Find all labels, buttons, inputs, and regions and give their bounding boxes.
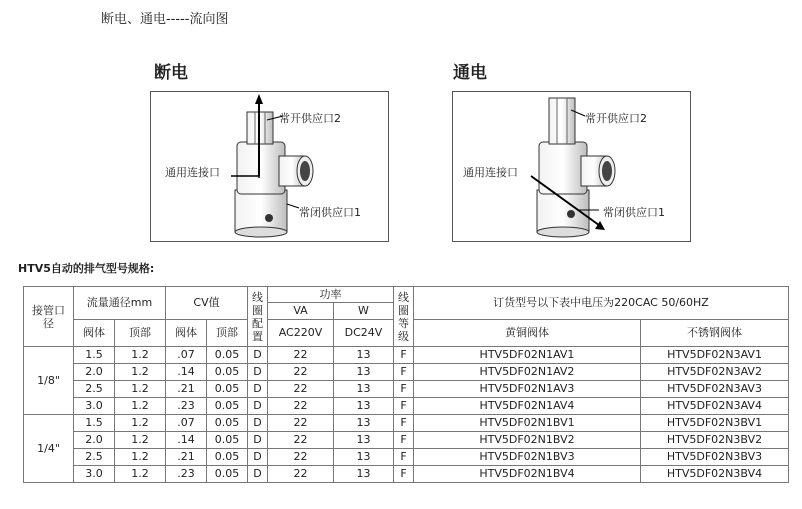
table-cell: .07 — [166, 347, 207, 364]
header-coil-grade: 线圈等级 — [394, 287, 414, 347]
table-cell: HTV5DF02N1AV3 — [414, 381, 641, 398]
table-cell: 1.2 — [115, 398, 166, 415]
table-cell: 0.05 — [207, 398, 248, 415]
table-cell: HTV5DF02N3BV3 — [641, 449, 789, 466]
off-bottom-port-label: 常闭供应口1 — [299, 206, 361, 219]
table-cell: D — [248, 398, 268, 415]
table-cell: HTV5DF02N1BV2 — [414, 432, 641, 449]
table-cell: HTV5DF02N3BV1 — [641, 415, 789, 432]
table-row — [24, 398, 789, 415]
table-cell: HTV5DF02N3BV2 — [641, 432, 789, 449]
table-cell: F — [394, 449, 414, 466]
on-top-port-label: 常开供应口2 — [585, 112, 647, 125]
table-row — [24, 449, 789, 466]
table-cell: D — [248, 432, 268, 449]
table-cell: 1.2 — [115, 415, 166, 432]
header-flow-diameter: 流量通径mm — [74, 287, 166, 320]
header-w: W — [334, 303, 394, 320]
table-cell: D — [248, 381, 268, 398]
header-cv: CV值 — [166, 287, 248, 320]
diagram-on-title: 通电 — [453, 63, 487, 83]
table-cell: 22 — [268, 381, 334, 398]
table-cell: 0.05 — [207, 449, 248, 466]
table-cell: 0.05 — [207, 466, 248, 483]
table-cell: .21 — [166, 449, 207, 466]
table-cell: 1.5 — [74, 415, 115, 432]
table-row — [24, 466, 789, 483]
header-flow-body: 阀体 — [74, 320, 115, 347]
table-cell: .14 — [166, 432, 207, 449]
header-power: 功率 — [268, 287, 394, 303]
header-cv-body: 阀体 — [166, 320, 207, 347]
table-cell: F — [394, 364, 414, 381]
table-cell: F — [394, 398, 414, 415]
pipe-size-cell: 1/4" — [24, 415, 74, 483]
table-cell: F — [394, 466, 414, 483]
valve-diagram-on — [452, 91, 691, 242]
table-cell: 22 — [268, 347, 334, 364]
spec-title: HTV5自动的排气型号规格: — [18, 262, 155, 275]
table-cell: HTV5DF02N1AV1 — [414, 347, 641, 364]
header-dc24v: DC24V — [334, 320, 394, 347]
table-cell: HTV5DF02N3BV4 — [641, 466, 789, 483]
page-title: 断电、通电-----流向图 — [101, 12, 229, 27]
table-cell: 1.2 — [115, 449, 166, 466]
table-cell: 13 — [334, 432, 394, 449]
table-cell: 13 — [334, 415, 394, 432]
table-row — [24, 364, 789, 381]
table-cell: 13 — [334, 364, 394, 381]
table-cell: HTV5DF02N1BV1 — [414, 415, 641, 432]
table-row — [24, 415, 789, 432]
table-cell: 1.2 — [115, 347, 166, 364]
table-cell: D — [248, 364, 268, 381]
table-cell: 22 — [268, 449, 334, 466]
table-cell: F — [394, 432, 414, 449]
table-cell: 1.5 — [74, 347, 115, 364]
header-va: VA — [268, 303, 334, 320]
header-order-note: 订货型号以下表中电压为220CAC 50/60HZ — [414, 287, 789, 320]
valve-diagram-off — [150, 91, 389, 242]
on-common-port-label: 通用连接口 — [463, 166, 518, 179]
table-cell: HTV5DF02N3AV1 — [641, 347, 789, 364]
table-cell: .21 — [166, 381, 207, 398]
header-cv-top: 顶部 — [207, 320, 248, 347]
table-cell: 0.05 — [207, 415, 248, 432]
table-cell: F — [394, 415, 414, 432]
table-cell: .23 — [166, 466, 207, 483]
table-cell: D — [248, 449, 268, 466]
table-row — [24, 381, 789, 398]
table-cell: 13 — [334, 381, 394, 398]
table-cell: HTV5DF02N3AV4 — [641, 398, 789, 415]
table-cell: D — [248, 347, 268, 364]
table-cell: 2.0 — [74, 364, 115, 381]
table-cell: F — [394, 347, 414, 364]
table-cell: 13 — [334, 347, 394, 364]
table-cell: 2.5 — [74, 449, 115, 466]
table-cell: F — [394, 381, 414, 398]
spec-table — [23, 286, 789, 483]
table-cell: HTV5DF02N3AV3 — [641, 381, 789, 398]
table-cell: 0.05 — [207, 347, 248, 364]
table-cell: 1.2 — [115, 381, 166, 398]
table-cell: 3.0 — [74, 466, 115, 483]
table-cell: .07 — [166, 415, 207, 432]
off-top-port-label: 常开供应口2 — [279, 112, 341, 125]
diagram-off-title: 断电 — [154, 63, 188, 83]
table-cell: 13 — [334, 449, 394, 466]
table-cell: 0.05 — [207, 381, 248, 398]
table-cell: HTV5DF02N1BV3 — [414, 449, 641, 466]
table-cell: 22 — [268, 415, 334, 432]
table-cell: 2.0 — [74, 432, 115, 449]
table-cell: .14 — [166, 364, 207, 381]
table-cell: 1.2 — [115, 432, 166, 449]
pipe-size-cell: 1/8" — [24, 347, 74, 415]
table-cell: D — [248, 466, 268, 483]
header-ac220v: AC220V — [268, 320, 334, 347]
table-cell: 3.0 — [74, 398, 115, 415]
header-brass-body: 黄铜阀体 — [414, 320, 641, 347]
table-cell: D — [248, 415, 268, 432]
table-cell: 0.05 — [207, 364, 248, 381]
header-coil-config: 线圈配置 — [248, 287, 268, 347]
header-pipe-size: 接管口径 — [24, 287, 74, 347]
table-cell: .23 — [166, 398, 207, 415]
table-cell: 1.2 — [115, 364, 166, 381]
table-cell: 22 — [268, 432, 334, 449]
header-flow-top: 顶部 — [115, 320, 166, 347]
table-row — [24, 347, 789, 364]
table-cell: 13 — [334, 466, 394, 483]
table-cell: 13 — [334, 398, 394, 415]
table-row — [24, 432, 789, 449]
table-cell: 0.05 — [207, 432, 248, 449]
table-cell: 22 — [268, 398, 334, 415]
on-bottom-port-label: 常闭供应口1 — [603, 206, 665, 219]
header-ss-body: 不锈钢阀体 — [641, 320, 789, 347]
table-cell: HTV5DF02N1BV4 — [414, 466, 641, 483]
table-cell: 22 — [268, 364, 334, 381]
table-cell: HTV5DF02N1AV4 — [414, 398, 641, 415]
table-cell: HTV5DF02N1AV2 — [414, 364, 641, 381]
table-cell: 2.5 — [74, 381, 115, 398]
table-cell: 1.2 — [115, 466, 166, 483]
off-common-port-label: 通用连接口 — [165, 166, 220, 179]
table-cell: 22 — [268, 466, 334, 483]
table-cell: HTV5DF02N3AV2 — [641, 364, 789, 381]
